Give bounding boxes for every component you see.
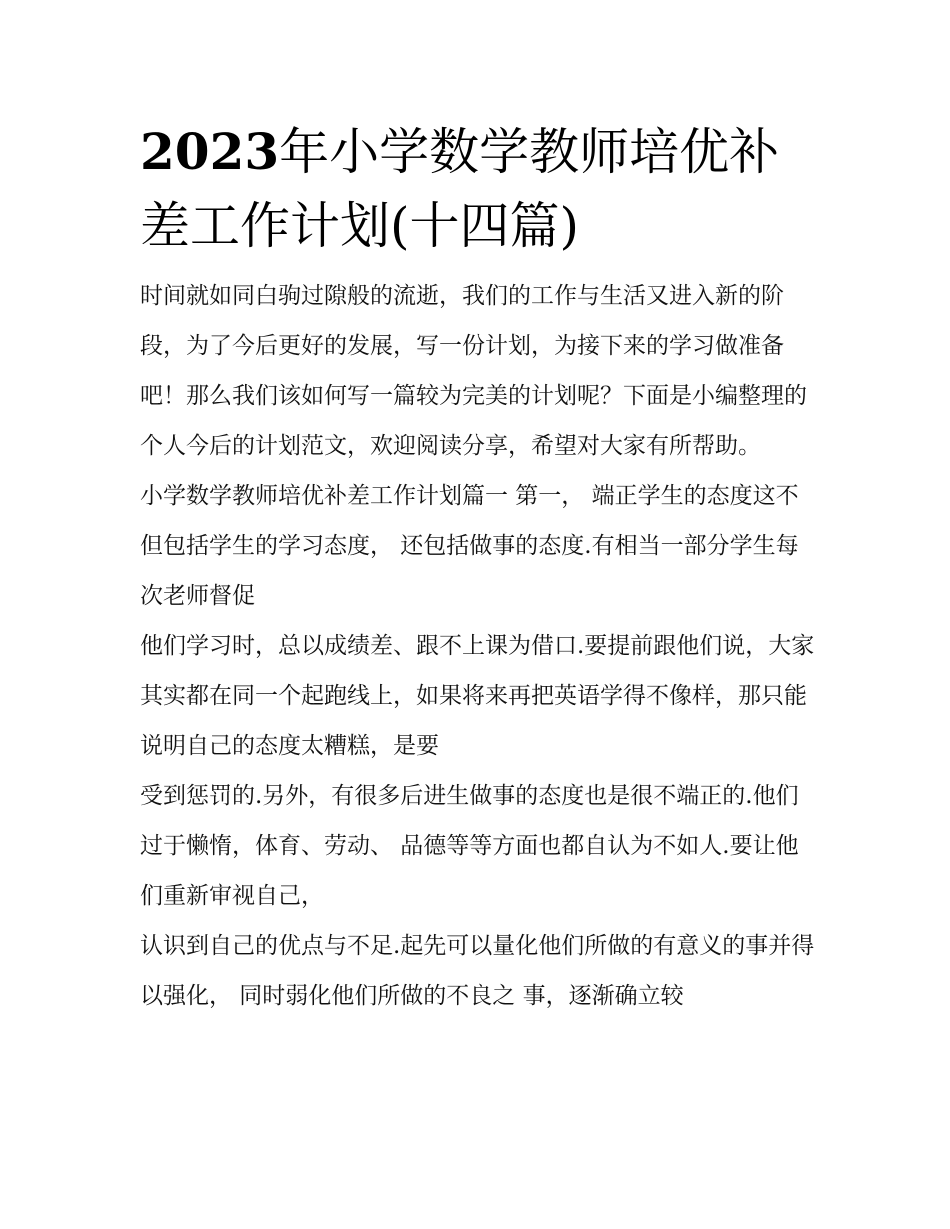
body-paragraph-3: 受到惩罚的.另外，有很多后进生做事的态度也是很不端正的.他们过于懒惰，体育、劳动、 品德等等方面也都自认为不如人.要让他们重新审视自己，	[140, 783, 799, 909]
body-paragraph-2: 他们学习时，总以成绩差、跟不上课为借口.要提前跟他们说，大家其实都在同一个起跑线上，如果将来再把英语学得不像样，那只能说明自己的态度太糟糕，是要	[140, 633, 815, 759]
body-paragraph-1: 小学数学教师培优补差工作计划篇一 第一， 端正学生的态度这不但包括学生的学习态度， 还包括做事的态度.有相当一部分学生每次老师督促	[140, 483, 799, 609]
body-paragraph-4: 认识到自己的优点与不足.起先可以量化他们所做的有意义的事并得以强化， 同时弱化他们所做的不良之 事，逐渐确立较	[140, 933, 815, 1009]
intro-paragraph: 时间就如同白驹过隙般的流逝，我们的工作与生活又进入新的阶段，为了今后更好的发展，写一份计划，为接下来的学习做准备吧！那么我们该如何写一篇较为完美的计划呢？下面是小编整理的个人今后的计划范文，欢迎阅读分享，希望对大家有所帮助。	[140, 283, 807, 459]
document-title	[140, 115, 815, 263]
document-body	[140, 271, 815, 1021]
title-text: 年小学数学教师培优补差工作计划(十四篇)	[140, 123, 780, 255]
document-content	[140, 115, 815, 1021]
title-year: 2023	[140, 122, 280, 181]
